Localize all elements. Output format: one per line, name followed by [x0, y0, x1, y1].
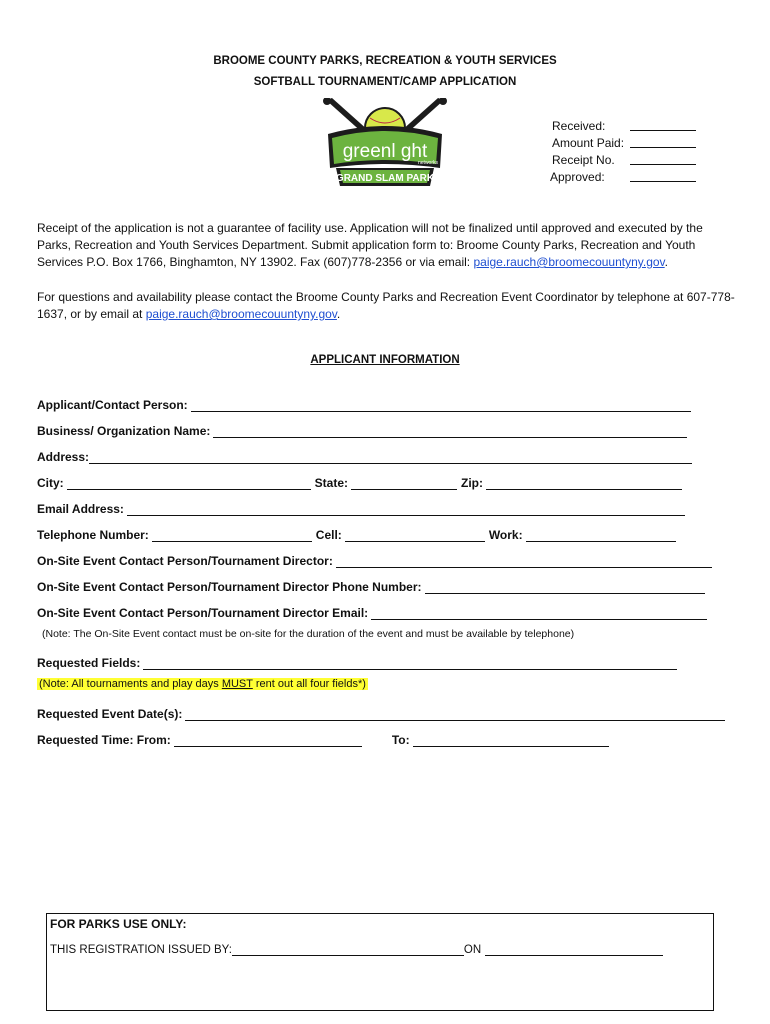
onsite-note: (Note: The On-Site Event contact must be on-site for the duration of the event and must be available by telephone)	[42, 628, 575, 640]
requested-dates-row	[37, 703, 729, 721]
section-title: APPLICANT INFORMATION	[310, 354, 460, 366]
receipt-no-field[interactable]	[630, 152, 696, 165]
time-to-input[interactable]	[413, 734, 609, 747]
telephone-input[interactable]	[152, 529, 312, 542]
fields-note-highlight: (Note: All tournaments and play days MUST rent out all four fields*)	[39, 678, 366, 690]
business-input[interactable]	[213, 425, 687, 438]
phone-row	[37, 524, 680, 542]
time-to-label: To:	[391, 733, 410, 747]
intro-paragraph: Receipt of the application is not a guarantee of facility use. Application will not be finalized until approved and executed by the Parks, Recreation and Youth Services Department. Submit application form to: Broome County Parks, Recreation and Youth Services P.O. Box 1766, Binghamton, NY 13902. Fax (607)778-2356 or via email: paige.rauch@broomecouuntyny.gov.	[37, 221, 703, 269]
parks-use-heading: FOR PARKS USE ONLY:	[50, 917, 187, 931]
requested-dates-input[interactable]	[185, 708, 725, 721]
on-label: ON	[463, 944, 482, 956]
requested-time-row	[37, 729, 613, 747]
issued-on-input[interactable]	[485, 943, 663, 956]
state-label: State:	[314, 476, 349, 490]
onsite-phone-label: On-Site Event Contact Person/Tournament Director Phone Number:	[37, 580, 422, 594]
applicant-input[interactable]	[191, 399, 691, 412]
business-row	[37, 420, 691, 438]
issued-by-input[interactable]	[232, 943, 464, 956]
cell-label: Cell:	[315, 528, 342, 542]
time-from-input[interactable]	[174, 734, 362, 747]
zip-label: Zip:	[461, 476, 484, 490]
email-link-1[interactable]: paige.rauch@broomecouuntyny.gov	[473, 255, 665, 269]
issued-by-label: THIS REGISTRATION ISSUED BY:	[50, 944, 232, 956]
cell-input[interactable]	[345, 529, 485, 542]
onsite-email-label: On-Site Event Contact Person/Tournament Director Email:	[37, 606, 369, 620]
applicant-row	[37, 394, 695, 412]
business-label: Business/ Organization Name:	[37, 424, 211, 438]
contact-paragraph: For questions and availability please contact the Broome County Parks and Recreation Event Coordinator by telephone at 607-778-1637, or by email at paige.rauch@broomecouuntyny.gov.	[37, 290, 735, 321]
zip-input[interactable]	[486, 477, 682, 490]
form-subtitle: SOFTBALL TOURNAMENT/CAMP APPLICATION	[253, 76, 517, 88]
email-link-2[interactable]: paige.rauch@broomecouuntyny.gov	[145, 307, 337, 321]
parks-use-only-box	[46, 913, 714, 1011]
email-label: Email Address:	[37, 502, 124, 516]
onsite-person-input[interactable]	[336, 555, 712, 568]
received-field[interactable]	[630, 118, 696, 131]
work-label: Work:	[488, 528, 523, 542]
requested-time-label: Requested Time: From:	[37, 733, 171, 747]
telephone-label: Telephone Number:	[37, 528, 149, 542]
onsite-phone-input[interactable]	[425, 581, 705, 594]
city-state-zip-row	[37, 472, 686, 490]
requested-dates-label: Requested Event Date(s):	[37, 707, 183, 721]
logo-banner: GRAND SLAM PARK	[335, 173, 435, 184]
requested-fields-input[interactable]	[143, 657, 677, 670]
requested-fields-row	[37, 652, 681, 670]
logo-wordmark: greenl ght	[342, 141, 428, 162]
onsite-phone-row	[37, 576, 709, 594]
amount-paid-label: Amount Paid:	[552, 136, 625, 150]
received-label: Received:	[552, 119, 606, 133]
logo-sub: networks	[418, 160, 439, 166]
city-input[interactable]	[67, 477, 311, 490]
onsite-email-row	[37, 602, 711, 620]
approved-label: Approved:	[550, 170, 605, 184]
onsite-email-input[interactable]	[371, 607, 707, 620]
onsite-person-row	[37, 550, 716, 568]
address-label: Address:	[37, 450, 90, 464]
address-input[interactable]	[89, 451, 692, 464]
email-row	[37, 498, 689, 516]
form-title: BROOME COUNTY PARKS, RECREATION & YOUTH SERVICES	[213, 55, 557, 67]
receipt-no-label: Receipt No.	[552, 153, 615, 167]
greenlight-grand-slam-park-logo	[318, 98, 452, 190]
applicant-label: Applicant/Contact Person:	[37, 398, 188, 412]
onsite-person-label: On-Site Event Contact Person/Tournament Director:	[37, 554, 333, 568]
work-input[interactable]	[526, 529, 676, 542]
email-input[interactable]	[127, 503, 685, 516]
office-receipt-block	[552, 118, 696, 186]
amount-paid-field[interactable]	[630, 135, 696, 148]
requested-fields-label: Requested Fields:	[37, 656, 141, 670]
issued-by-row	[50, 943, 663, 956]
address-row	[37, 446, 696, 464]
approved-field[interactable]	[630, 169, 696, 182]
city-label: City:	[37, 476, 64, 490]
state-input[interactable]	[351, 477, 457, 490]
